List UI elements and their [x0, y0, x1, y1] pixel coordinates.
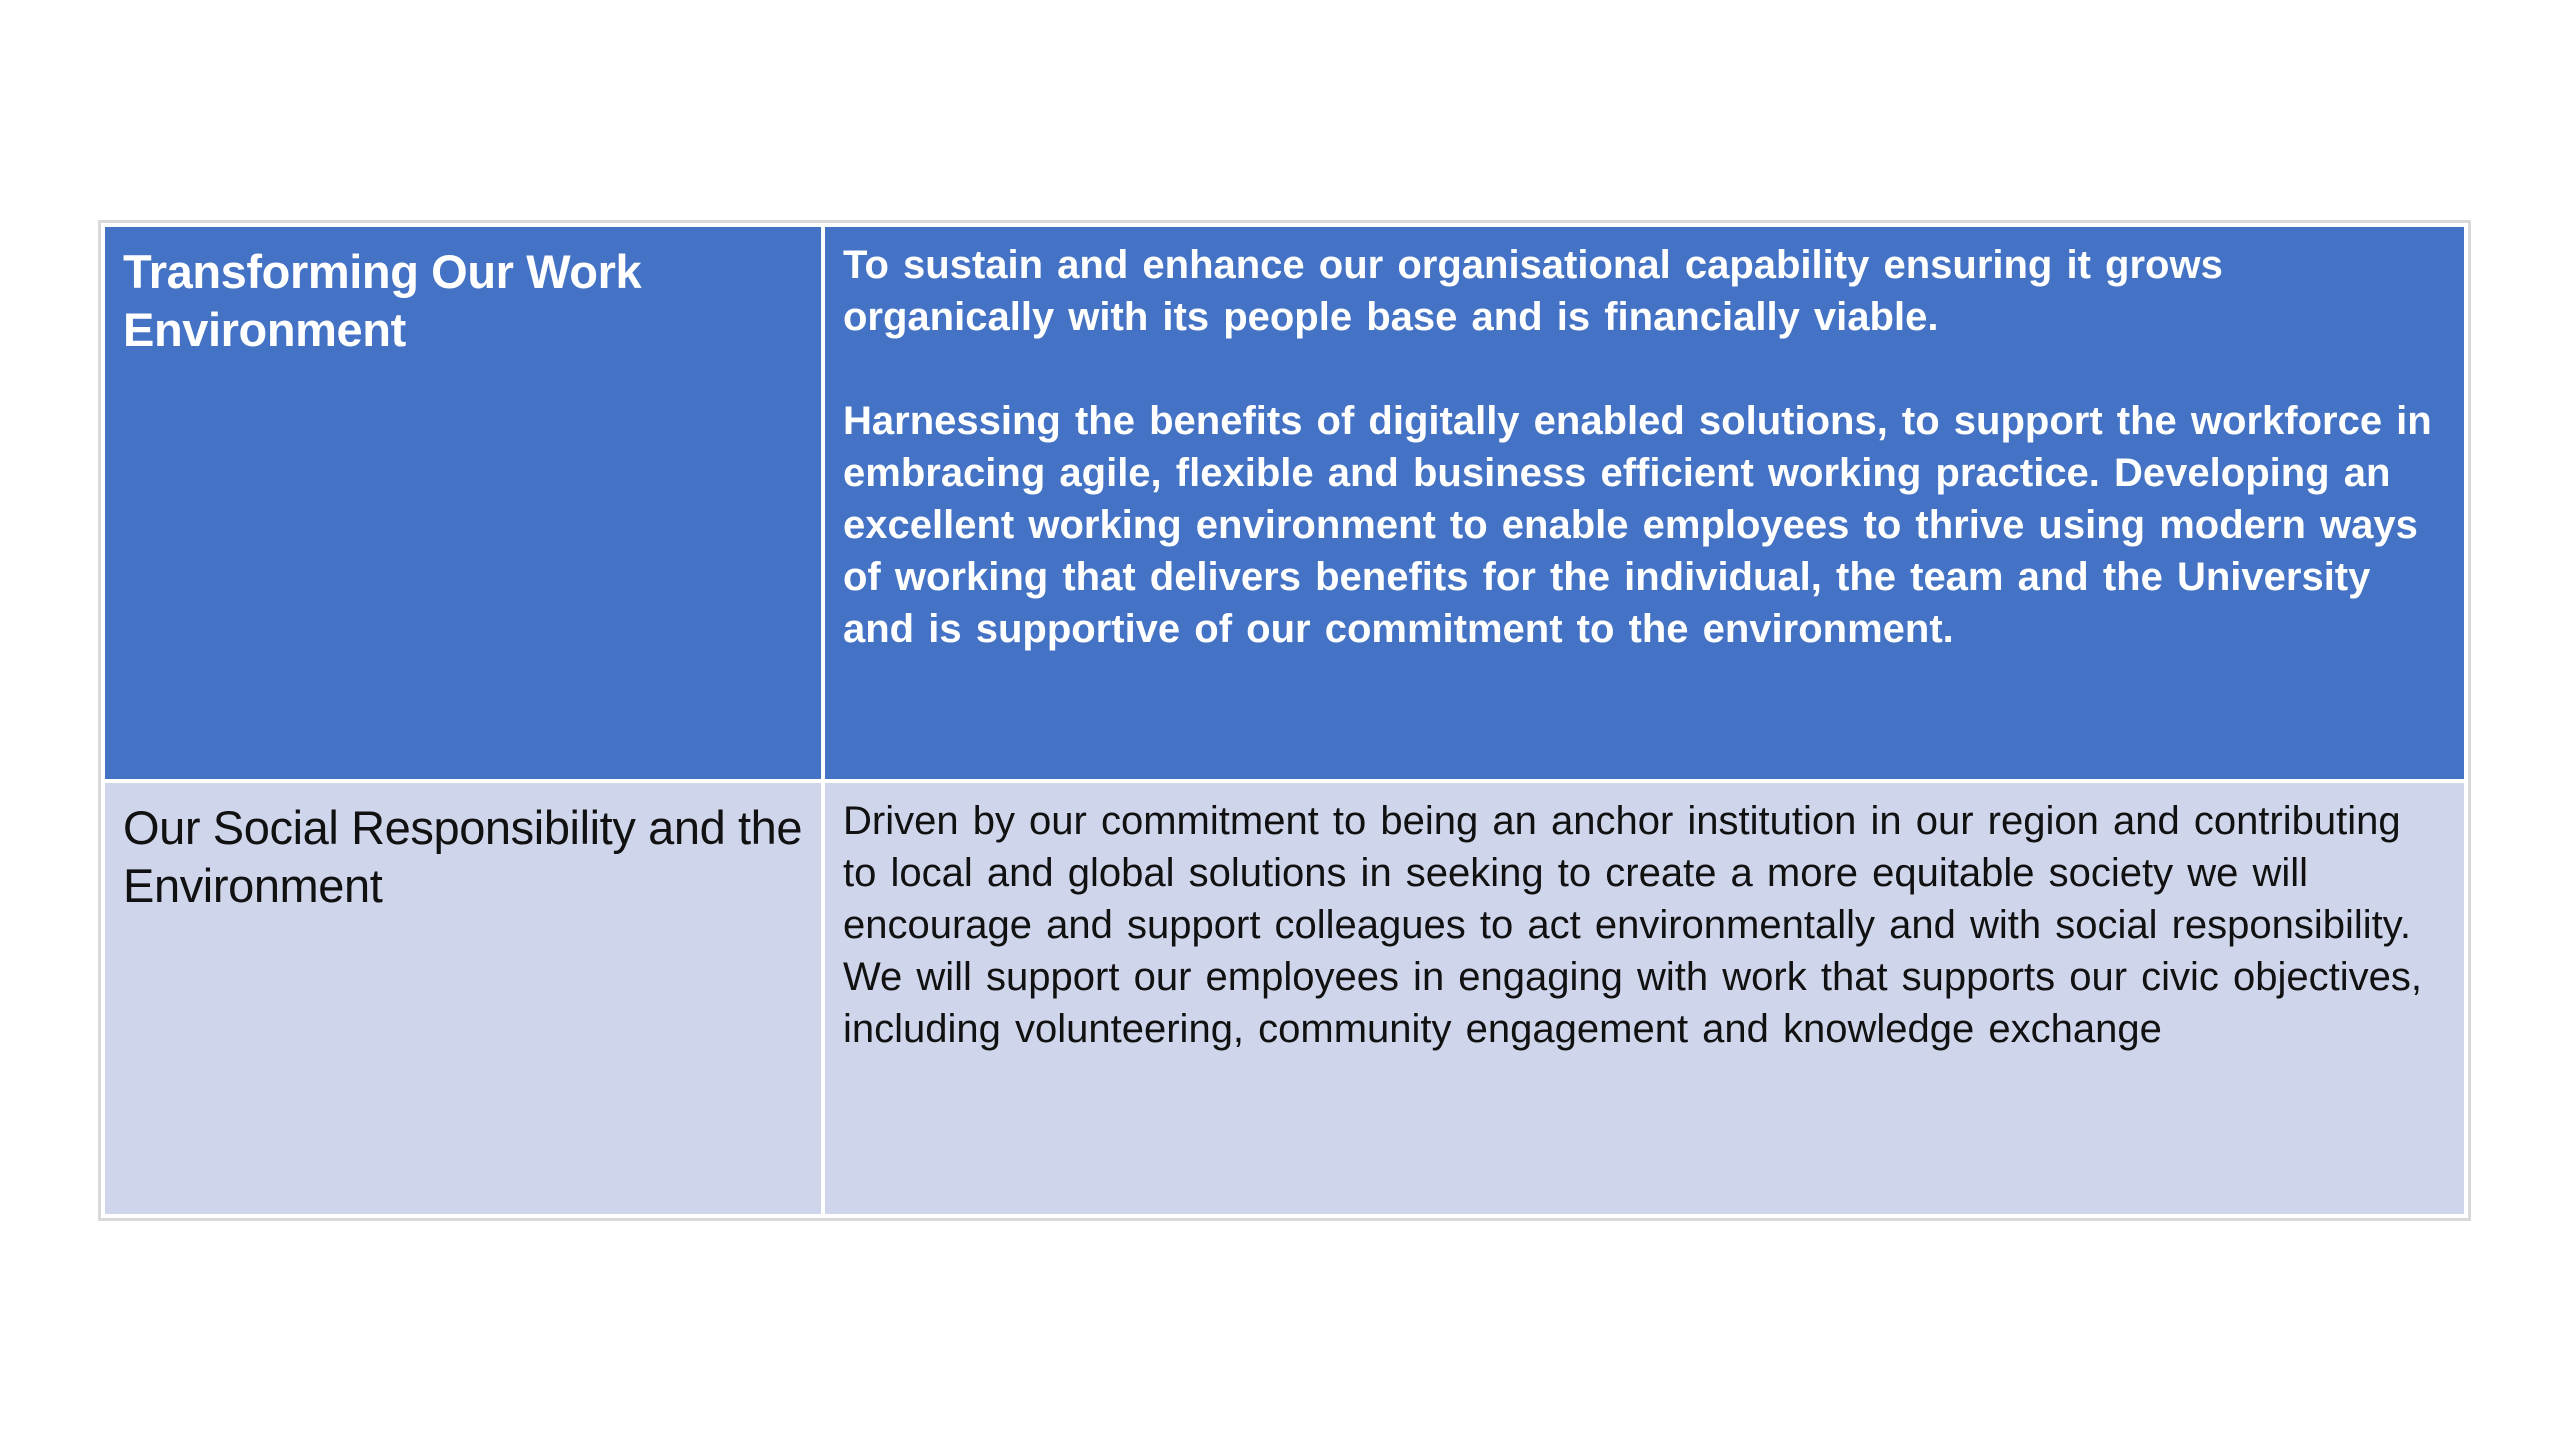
social-responsibility-paragraph: Driven by our commitment to being an anchor institution in our region and contributing to local and global solutions in seeking to create a more equitable society we will encourage and support colleagues to act environmentally and with social responsibility. We will support our employees in engaging with work that supports our civic objectives, including volunteering, community engagement and knowledge exchange: [843, 799, 2422, 1051]
table-row-social-responsibility: [103, 781, 2466, 1216]
paragraph-spacer: [843, 343, 2446, 395]
row-description-cell: [823, 781, 2466, 1216]
row-title-work-environment: Transforming Our Work Environment: [123, 245, 642, 356]
work-environment-paragraph-2: Harnessing the benefits of digitally enabled solutions, to support the workforce in embracing agile, flexible and business efficient working practice. Developing an excellent working environment to enable employees to thrive using modern ways of working that delivers benefits for the individual, the team and the University and is supportive of our commitment to the environment.: [843, 399, 2432, 651]
row-title-cell: [103, 225, 823, 781]
table-row-work-environment: [103, 225, 2466, 781]
work-environment-paragraph-1: To sustain and enhance our organisational capability ensuring it grows organically with its people base and is financially viable.: [843, 243, 2223, 339]
row-title-cell: [103, 781, 823, 1216]
row-title-social-responsibility: Our Social Responsibility and the Environment: [123, 801, 803, 912]
row-description-cell: [823, 225, 2466, 781]
strategy-table: [101, 223, 2468, 1218]
